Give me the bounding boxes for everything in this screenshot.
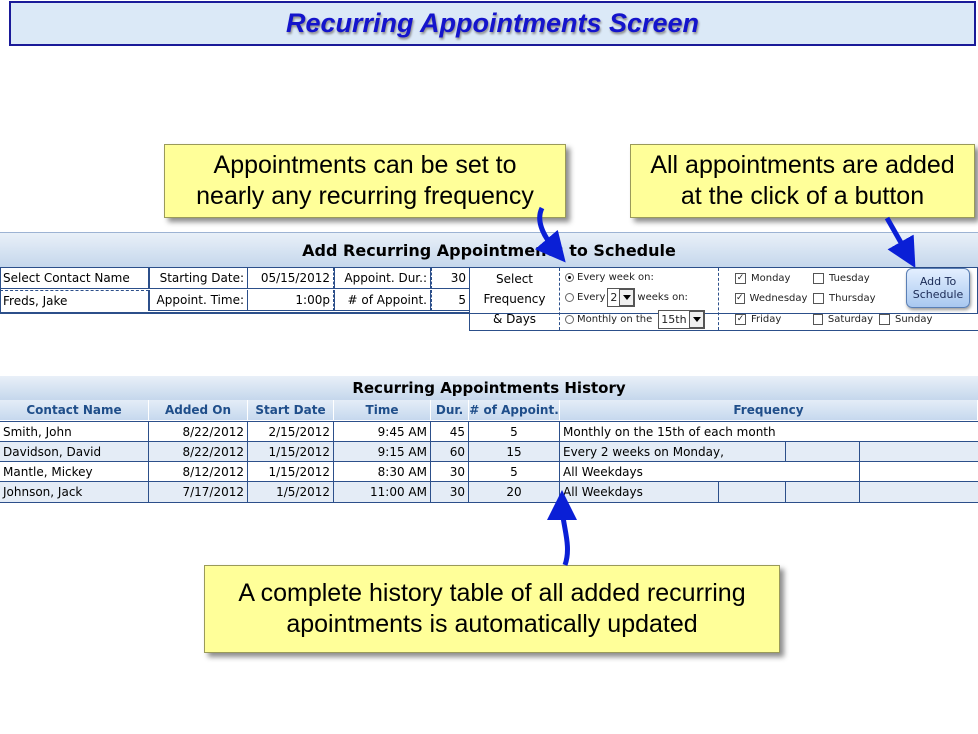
option-label: Monthly on the <box>577 313 653 325</box>
banner-title: Recurring Appointments Screen <box>285 8 700 38</box>
checkbox-icon[interactable]: ✓ <box>736 273 745 283</box>
day-label: Wednesday <box>749 293 808 304</box>
appoint-time-label: Appoint. Time: <box>149 290 248 311</box>
col-header-start[interactable]: Start Date <box>248 400 334 420</box>
duration-field[interactable]: 30 <box>431 268 469 289</box>
cell-dur: 30 <box>431 482 469 502</box>
count-field[interactable]: 5 <box>431 290 469 311</box>
cell-contact: Mantle, Mickey <box>0 462 149 482</box>
contact-label: Select Contact Name <box>0 268 149 289</box>
count-label: # of Appoint. <box>334 290 431 311</box>
arrow-to-button <box>887 218 908 255</box>
button-label-line: Schedule <box>912 288 964 301</box>
cell-frequency: All Weekdays <box>560 462 860 482</box>
form-title: Add Recurring Appointments to Schedule <box>0 232 978 267</box>
cell-count: 5 <box>469 422 560 442</box>
contact-name-field[interactable]: Freds, Jake <box>0 290 149 311</box>
day-label: Sunday <box>895 314 933 325</box>
cell-added: 7/17/2012 <box>149 482 248 502</box>
cell-contact: Davidson, David <box>0 442 149 462</box>
start-date-label: Starting Date: <box>149 268 248 289</box>
cell-time: 8:30 AM <box>334 462 431 482</box>
day-label: Tuesday <box>829 273 870 284</box>
day-label: Thursday <box>829 293 876 304</box>
frequency-label-line: Frequency <box>483 292 546 306</box>
cell-time: 11:00 AM <box>334 482 431 502</box>
option-label: Every <box>577 292 606 303</box>
option-label: Every week on: <box>577 272 654 283</box>
col-header-frequency[interactable]: Frequency <box>560 400 978 420</box>
callout-line: at the click of a button <box>680 182 925 210</box>
col-header-added[interactable]: Added On <box>149 400 248 420</box>
callout-line: A complete history table of all added recurring <box>238 578 746 607</box>
day-label: Friday <box>751 314 782 325</box>
cell-start: 2/15/2012 <box>248 422 334 442</box>
cell-contact: Smith, John <box>0 422 149 442</box>
cell-start: 1/5/2012 <box>248 482 334 502</box>
cell-start: 1/15/2012 <box>248 462 334 482</box>
col-header-contact[interactable]: Contact Name <box>0 400 149 420</box>
cell-dur: 30 <box>431 462 469 482</box>
callout-line: Appointments can be set to <box>213 150 517 179</box>
duration-label: Appoint. Dur.: <box>334 268 431 289</box>
cell-frequency: Every 2 weeks on Monday, <box>560 442 786 462</box>
day-label: Monday <box>751 273 791 284</box>
weeks-select-value: 2 <box>610 291 618 304</box>
day-label: Saturday <box>827 314 873 325</box>
cell-time: 9:15 AM <box>334 442 431 462</box>
cell-added: 8/22/2012 <box>149 442 248 462</box>
cell-count: 5 <box>469 462 560 482</box>
button-label-line: Add To <box>919 274 957 288</box>
cell-contact: Johnson, Jack <box>0 482 149 502</box>
appoint-time-field[interactable]: 1:00p <box>248 290 334 311</box>
cell-added: 8/22/2012 <box>149 422 248 442</box>
cell-count: 20 <box>469 482 560 502</box>
cell-dur: 60 <box>431 442 469 462</box>
cell-time: 9:45 AM <box>334 422 431 442</box>
monthly-day-value: 15th <box>661 312 687 326</box>
cell-frequency: All Weekdays <box>560 482 719 502</box>
callout-line: nearly any recurring frequency <box>196 182 534 210</box>
col-header-time[interactable]: Time <box>334 400 431 420</box>
arrow-to-frequency <box>540 208 556 251</box>
option-label: weeks on: <box>637 292 688 303</box>
cell-added: 8/12/2012 <box>149 462 248 482</box>
cell-frequency: Monthly on the 15th of each month <box>563 425 776 439</box>
checkbox-icon[interactable]: ✓ <box>736 314 745 324</box>
col-header-count[interactable]: # of Appoint. <box>469 400 560 420</box>
checkbox-icon[interactable]: ✓ <box>736 293 744 303</box>
frequency-label-line: Select <box>495 272 534 286</box>
col-header-dur[interactable]: Dur. <box>431 400 469 420</box>
arrow-to-history <box>562 505 567 565</box>
cell-start: 1/15/2012 <box>248 442 334 462</box>
callout-line: apointments is automatically updated <box>286 610 698 638</box>
cell-dur: 45 <box>431 422 469 442</box>
cell-count: 15 <box>469 442 560 462</box>
history-title: Recurring Appointments History <box>0 376 978 400</box>
callout-line: All appointments are added <box>650 150 955 179</box>
frequency-label-line: & Days <box>492 312 537 326</box>
start-date-field[interactable]: 05/15/2012 <box>248 268 334 289</box>
